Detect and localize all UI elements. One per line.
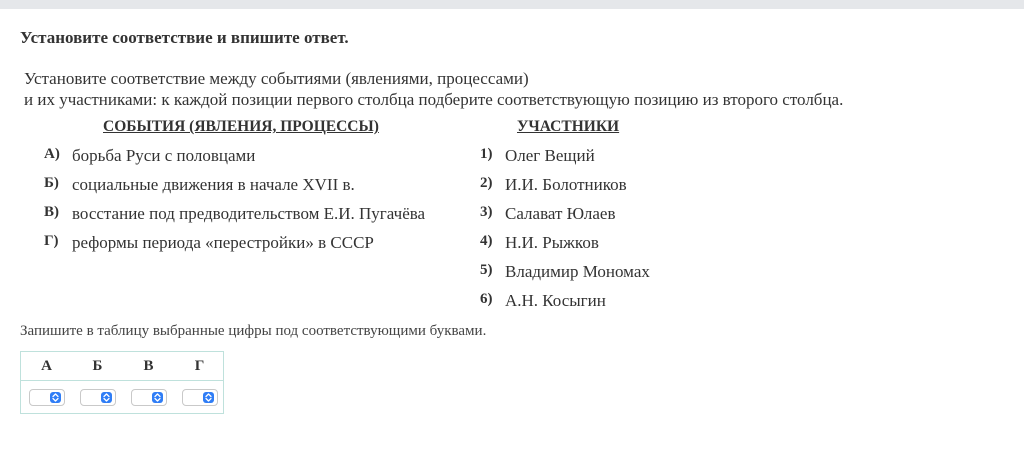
task-heading: Установите соответствие и впишите ответ. <box>20 28 349 47</box>
event-key: Б) <box>44 175 59 191</box>
event-key: В) <box>44 204 59 220</box>
participant-text: А.Н. Косыгин <box>505 291 606 310</box>
participant-key: 5) <box>480 262 493 278</box>
event-text: восстание под предводительством Е.И. Пугачёва <box>72 204 426 223</box>
answer-column-header: А <box>41 358 52 374</box>
event-key: А) <box>44 146 60 162</box>
answer-table-header-row <box>21 352 223 381</box>
chevron-up-down-icon <box>152 392 163 403</box>
instructions-line-1: Установите соответствие между событиями (явлениями, процессами) <box>24 69 529 88</box>
chevron-up-down-icon <box>101 392 112 403</box>
answer-column-header: Б <box>92 358 103 374</box>
chevron-up-down-icon <box>50 392 61 403</box>
answer-select-b[interactable] <box>80 389 116 406</box>
participant-text: Н.И. Рыжков <box>505 233 599 252</box>
participant-key: 2) <box>480 175 493 191</box>
participant-text: Салават Юлаев <box>505 204 616 223</box>
chevron-up-down-icon <box>203 392 214 403</box>
participant-key: 6) <box>480 291 493 307</box>
participant-text: И.И. Болотников <box>505 175 627 194</box>
events-column-header: СОБЫТИЯ (ЯВЛЕНИЯ, ПРОЦЕССЫ) <box>103 118 379 135</box>
task-instructions <box>24 68 984 110</box>
event-text: социальные движения в начале XVII в. <box>72 175 355 194</box>
participant-text: Олег Вещий <box>505 146 595 165</box>
answer-column-header: В <box>143 358 154 374</box>
answer-select-a[interactable] <box>29 389 65 406</box>
participant-key: 3) <box>480 204 493 220</box>
answer-instruction: Запишите в таблицу выбранные цифры под соответствующими буквами. <box>20 323 487 339</box>
event-text: борьба Руси с половцами <box>72 146 256 165</box>
participant-key: 1) <box>480 146 493 162</box>
event-key: Г) <box>44 233 59 249</box>
participants-column-header: УЧАСТНИКИ <box>517 118 620 135</box>
participant-text: Владимир Мономах <box>505 262 650 281</box>
event-text: реформы периода «перестройки» в СССР <box>72 233 374 252</box>
answer-table <box>20 351 224 414</box>
top-bar <box>0 0 1024 9</box>
instructions-line-2: и их участниками: к каждой позиции первого столбца подберите соответствующую позицию из второго столбца. <box>24 90 844 109</box>
answer-select-v[interactable] <box>131 389 167 406</box>
answer-select-g[interactable] <box>182 389 218 406</box>
answer-column-header: Г <box>194 358 205 374</box>
participant-key: 4) <box>480 233 493 249</box>
